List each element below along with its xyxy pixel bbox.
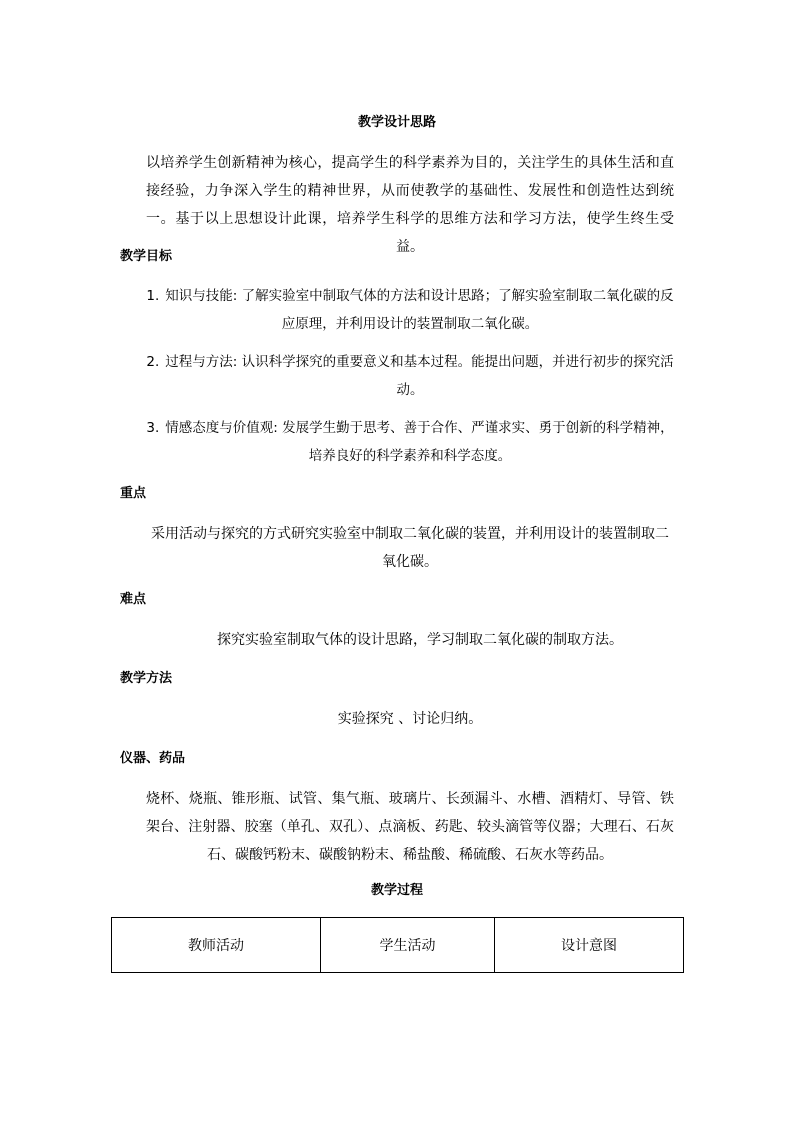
teacher-activity-header: 教师活动 <box>112 918 321 973</box>
methods-heading: 教学方法 <box>120 671 173 686</box>
materials-heading: 仪器、药品 <box>120 751 186 766</box>
objective-item-3 <box>146 414 674 470</box>
objective-item-2 <box>146 348 674 404</box>
difficulties-text: 探究实验室制取气体的设计思路，学习制取二氧化碳的制取方法。 <box>217 632 623 648</box>
objective-number: 2. <box>146 354 160 370</box>
design-paragraph: 以培养学生创新精神为核心，提高学生的科学素养为目的，关注学生的具体生活和直接经验，力争深入学生的精神世界，从而使教学的基础性、发展性和创造性达到统一。基于以上思想设计此课，培养学生科学的思维方法和学习方法，使学生终生受益。 <box>146 155 674 255</box>
objective-number: 1. <box>146 288 160 304</box>
objective-number: 3. <box>146 420 160 436</box>
design-title: 教学设计思路 <box>357 115 436 130</box>
key-points-text: 采用活动与探究的方式研究实验室中制取二氧化碳的装置，并利用设计的装置制取二氧化碳。 <box>151 526 669 570</box>
objective-text: 过程与方法: 认识科学探究的重要意义和基本过程。能提出问题，并进行初步的探究活动。 <box>165 354 674 398</box>
materials-text: 烧杯、烧瓶、锥形瓶、试管、集气瓶、玻璃片、长颈漏斗、水槽、酒精灯、导管、铁架台、注射器、胶塞（单孔、双孔）、点滴板、药匙、较头滴管等仪器；大理石、石灰石、碳酸钙粉末、碳酸钠粉末、稀盐酸、稀硫酸、石灰水等药品。 <box>146 791 674 863</box>
student-activity-header: 学生活动 <box>321 918 495 973</box>
process-table <box>111 917 684 973</box>
difficulties-heading: 难点 <box>120 592 147 607</box>
design-intent-header: 设计意图 <box>495 918 684 973</box>
objective-text: 知识与技能: 了解实验室中制取气体的方法和设计思路；了解实验室制取二氧化碳的反应原理，并利用设计的装置制取二氧化碳。 <box>165 288 674 332</box>
process-title: 教学过程 <box>370 883 423 898</box>
objective-item-1 <box>146 282 674 338</box>
methods-text: 实验探究 、讨论归纳。 <box>337 711 483 727</box>
table-row <box>112 918 684 973</box>
objectives-heading: 教学目标 <box>120 249 173 264</box>
objective-text: 情感态度与价值观: 发展学生勤于思考、善于合作、严谨求实、勇于创新的科学精神，培养良好的科学素养和科学态度。 <box>165 420 674 464</box>
key-points-heading: 重点 <box>120 486 147 501</box>
